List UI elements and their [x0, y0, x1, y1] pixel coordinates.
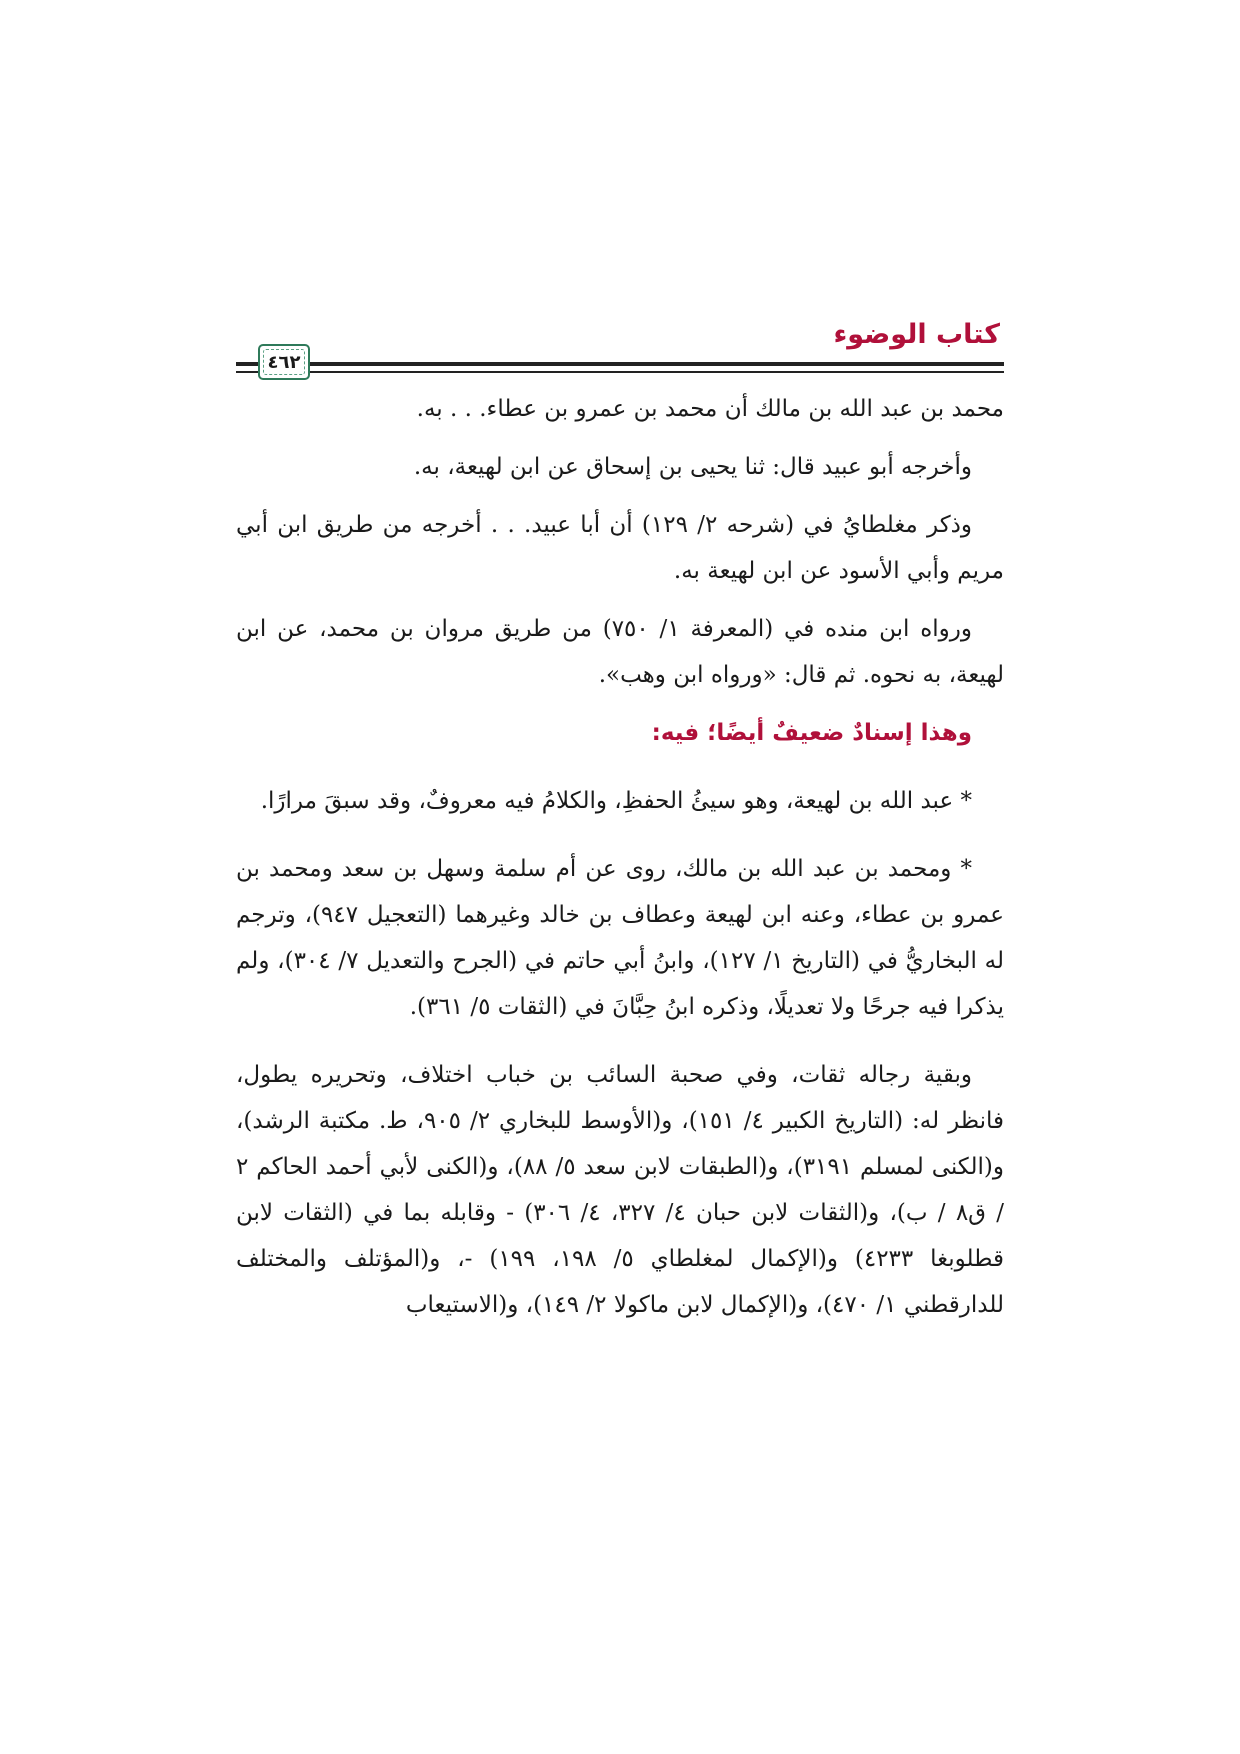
header-rule-thick	[236, 362, 1004, 366]
page-header	[236, 318, 1004, 380]
paragraph: وذكر مغلطايُ في (شرحه ٢/ ١٢٩) أن أبا عبيد. . . أخرجه من طريق ابن أبي مريم وأبي الأسود عن ابن لهيعة به.	[236, 512, 1004, 584]
paragraph: ورواه ابن منده في (المعرفة ١/ ٧٥٠) من طريق مروان بن محمد، عن ابن لهيعة، به نحوه. ثم قال: «ورواه ابن وهب».	[236, 616, 1004, 688]
book-title: كتاب الوضوء	[833, 319, 1000, 350]
section-heading: وهذا إسنادٌ ضعيفٌ أيضًا؛ فيه:	[651, 720, 972, 746]
paragraph: وأخرجه أبو عبيد قال: ثنا يحيى بن إسحاق عن ابن لهيعة، به.	[413, 454, 972, 480]
paragraph: محمد بن عبد الله بن مالك أن محمد بن عمرو بن عطاء. . . به.	[416, 396, 1004, 422]
paragraph: * عبد الله بن لهيعة، وهو سيئُ الحفظِ، والكلامُ فيه معروفٌ، وقد سبقَ مرارًا.	[260, 788, 972, 814]
header-rule-thin	[236, 371, 1004, 373]
page-body	[236, 386, 1004, 1340]
page-number: ٤٦٢	[267, 351, 301, 373]
paragraph: وبقية رجاله ثقات، وفي صحبة السائب بن خباب اختلاف، وتحريره يطول، فانظر له: (التاريخ الكبير ٤/ ١٥١)، و(الأوسط للبخاري ٢/ ٩٠٥، ط. مكتبة الرشد)، و(الكنى لمسلم ٣١٩١)، و(الطبقات لابن سعد ٥/ ٨٨)، و(الكنى لأبي أحمد الحاكم ٢ / ق٨ / ب)، و(الثقات لابن حبان ٤/ ٣٢٧، ٤/ ٣٠٦) - وقابله بما في (الثقات لابن قطلوبغا ٤٢٣٣) و(الإكمال لمغلطاي ٥/ ١٩٨، ١٩٩) -، و(المؤتلف والمختلف للدارقطني ١/ ٤٧٠)، و(الإكمال لابن ماكولا ٢/ ١٤٩)، و(الاستيعاب	[236, 1062, 1005, 1318]
paragraph: * ومحمد بن عبد الله بن مالك، روى عن أم سلمة وسهل بن سعد ومحمد بن عمرو بن عطاء، وعنه ابن لهيعة وعطاف بن خالد وغيرهما (التعجيل ٩٤٧)، وترجم له البخاريُّ في (التاريخ ١/ ١٢٧)، وابنُ أبي حاتم في (الجرح والتعديل ٧/ ٣٠٤)، ولم يذكرا فيه جرحًا ولا تعديلًا، وذكره ابنُ حِبَّانَ في (الثقات ٥/ ٣٦١).	[236, 856, 1004, 1020]
page-number-badge	[258, 344, 310, 380]
